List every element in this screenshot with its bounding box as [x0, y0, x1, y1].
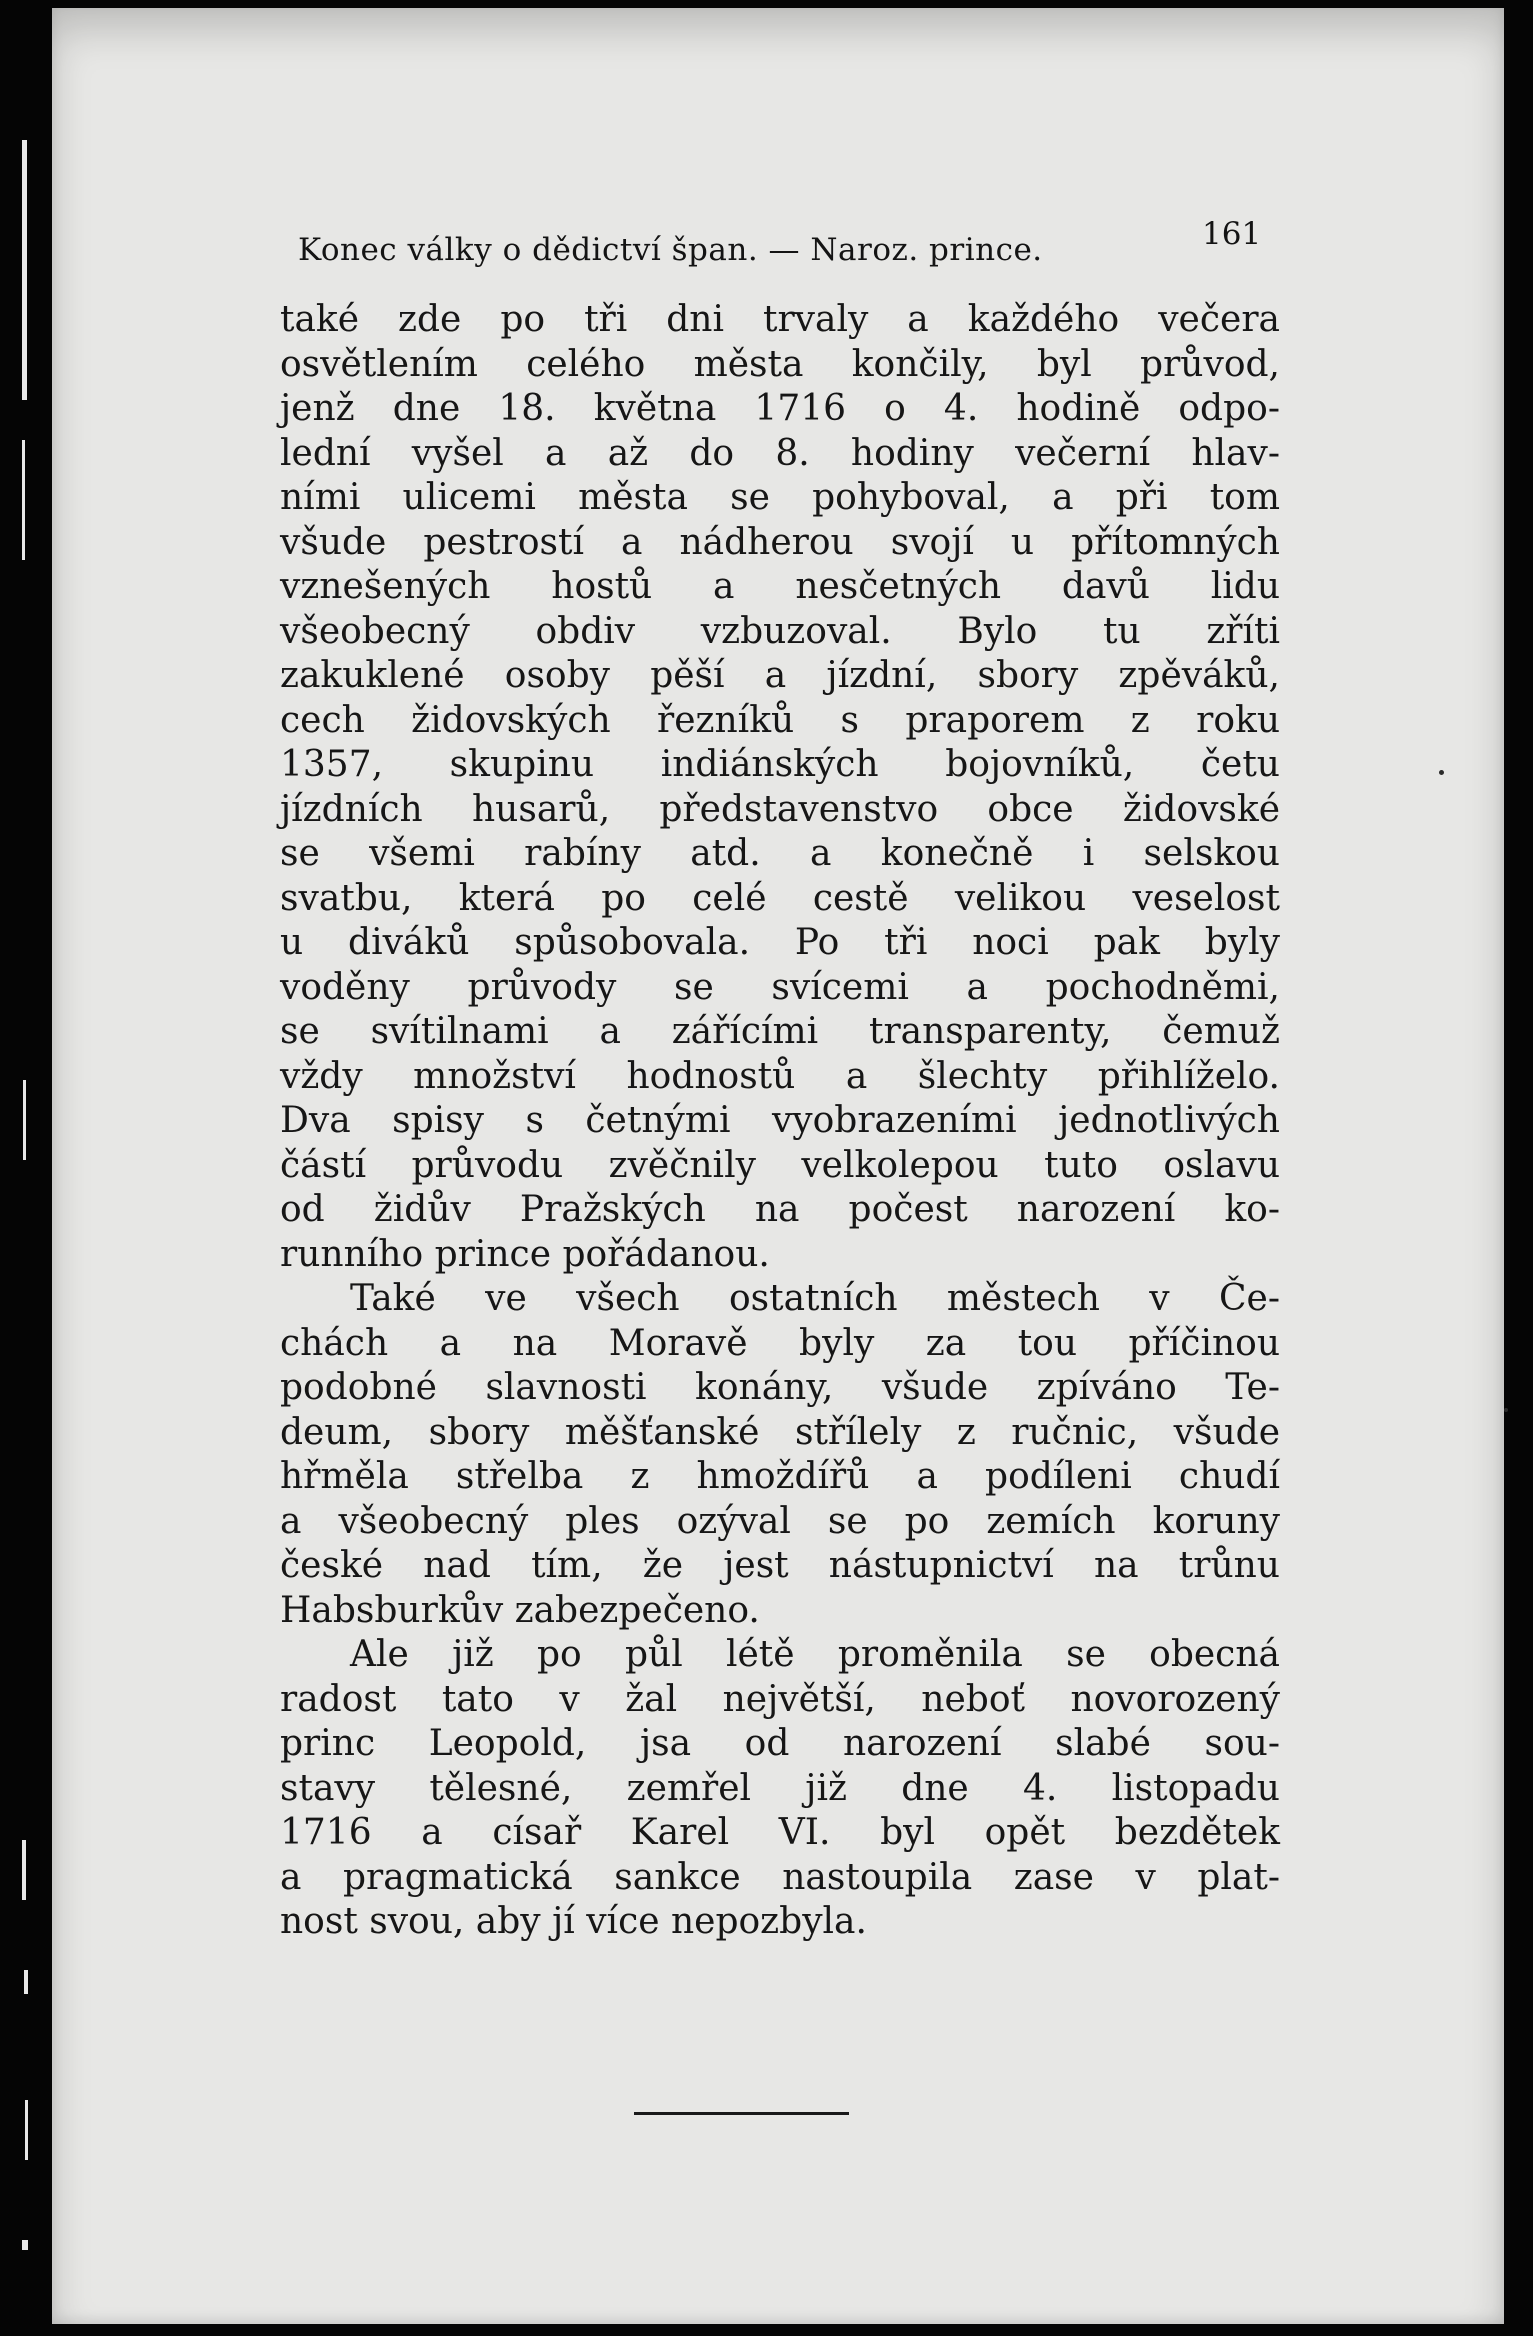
scan-mark [24, 1970, 28, 1994]
text-line: nost svou, aby jí více nepozbyla. [280, 1901, 867, 1942]
text-line: jízdních husarů, představenstvo obce židovské [280, 788, 1280, 830]
text-line: cech židovských řezníků s praporem z roku [280, 699, 1280, 741]
text-line: hřměla střelba z hmoždířů a podíleni chudí [280, 1456, 1280, 1497]
scan-mark [22, 140, 27, 400]
scan-mark [22, 440, 25, 560]
text-line: se svítilnami a zářícími transparenty, čemuž [280, 1011, 1280, 1052]
text-line: podobné slavnosti konány, všude zpíváno Te- [280, 1367, 1280, 1408]
text-line: se všemi rabíny atd. a konečně i selskou [280, 833, 1280, 874]
text-line: jenž dne 18. května 1716 o 4. hodině odpo- [280, 388, 1280, 429]
text-line: od židův Pražských na počest narození ko- [280, 1189, 1280, 1230]
text-line: voděny průvody se svícemi a pochodněmi, [280, 966, 1280, 1008]
scan-mark [22, 1840, 26, 1900]
text-line: radost tato v žal největší, neboť novorozený [280, 1678, 1280, 1720]
text-line: částí průvodu zvěčnily velkolepou tuto oslavu [280, 1144, 1280, 1186]
text-line: a všeobecný ples ozýval se po zemích koruny [280, 1500, 1280, 1542]
text-line: lední vyšel a až do 8. hodiny večerní hlav- [280, 432, 1280, 474]
scan-mark [22, 2240, 28, 2250]
text-line: svatbu, která po celé cestě velikou veselost [280, 877, 1280, 919]
scan-mark [25, 2100, 28, 2160]
text-line: Také ve všech ostatních městech v Če- [350, 1278, 1280, 1319]
text-line: osvětlením celého města končily, byl průvod, [280, 343, 1280, 385]
text-line: chách a na Moravě byly za tou příčinou [280, 1322, 1280, 1364]
text-line: Dva spisy s četnými vyobrazeními jednotlivých [280, 1100, 1280, 1141]
text-line: 1716 a císař Karel VI. byl opět bezdětek [280, 1812, 1280, 1853]
text-line: všude pestrostí a nádherou svojí u přítomných [280, 521, 1280, 563]
scan-speck [1504, 1408, 1508, 1412]
text-line: také zde po tři dni trvaly a každého večera [280, 299, 1280, 340]
text-line: Habsburkův zabezpečeno. [280, 1589, 760, 1631]
text-line: stavy tělesné, zemřel již dne 4. listopadu [280, 1767, 1280, 1809]
closing-rule [634, 2112, 849, 2115]
scan-mark [23, 1080, 26, 1160]
book-page [52, 8, 1504, 2324]
scan-edge-marks [18, 140, 48, 2240]
text-line: runního prince pořádanou. [280, 1233, 770, 1275]
text-line: a pragmatická sankce nastoupila zase v plat- [280, 1856, 1280, 1898]
text-line: ními ulicemi města se pohyboval, a při tom [280, 477, 1280, 518]
text-line: deum, sbory měšťanské střílely z ručnic, všude [280, 1411, 1280, 1453]
page-header [298, 216, 1298, 276]
text-line: české nad tím, že jest nástupnictví na trůnu [280, 1545, 1280, 1586]
scan-speck [1439, 770, 1444, 775]
text-line: zakuklené osoby pěší a jízdní, sbory zpěváků, [280, 655, 1280, 696]
text-line: vznešených hostů a nesčetných davů lidu [280, 566, 1280, 607]
running-title: Konec války o dědictví špan. — Naroz. prince. [298, 232, 1043, 268]
text-line: u diváků spůsobovala. Po tři noci pak byly [280, 922, 1280, 963]
text-line: princ Leopold, jsa od narození slabé sou- [280, 1723, 1280, 1764]
page-number: 161 [1202, 216, 1262, 252]
text-line: 1357, skupinu indiánských bojovníků, četu [280, 744, 1280, 785]
text-line: všeobecný obdiv vzbuzoval. Bylo tu zříti [280, 610, 1280, 652]
text-line: vždy množství hodnostů a šlechty přihlíželo. [280, 1055, 1280, 1097]
body-text [280, 298, 1280, 1945]
text-line: Ale již po půl létě proměnila se obecná [350, 1634, 1280, 1675]
